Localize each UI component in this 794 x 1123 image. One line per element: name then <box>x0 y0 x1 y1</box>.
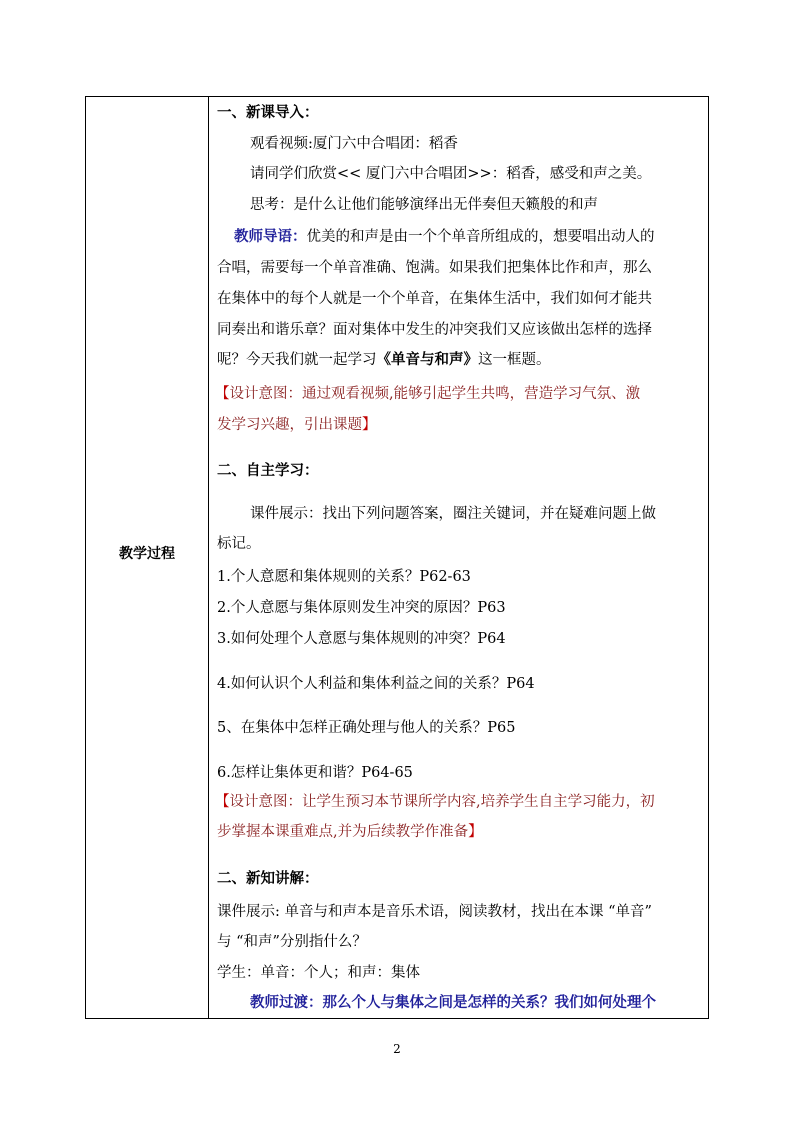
design-intent-2-close-bracket: 】 <box>468 824 483 840</box>
design-intent-2-text-1: 设计意图：让学生预习本节课所学内容,培养学生自主学习能力，初 <box>229 794 655 810</box>
teacher-guide-line-5 <box>217 350 551 370</box>
teacher-guide-line-4: 同奏出和谐乐章？面对集体中发生的冲突我们又应该做出怎样的选择 <box>217 322 652 338</box>
section2-show-line-1: 课件展示：找出下列问题答案，圈注关键词，并在疑难问题上做 <box>250 506 656 522</box>
question-6: 6.怎样让集体更和谐？P64-65 <box>217 765 413 781</box>
teacher-guide-text-5c: 这一框题。 <box>478 352 551 368</box>
section1-heading: 一、新课导入： <box>217 104 319 121</box>
design-intent-1-text-2: 发学习兴趣，引出课题 <box>217 417 362 433</box>
column-divider <box>208 97 209 1018</box>
design-intent-1-open-bracket: 【 <box>215 386 230 402</box>
question-5: 5、在集体中怎样正确处理与他人的关系？P65 <box>217 720 516 736</box>
lesson-table <box>85 96 709 1019</box>
design-intent-2-open-bracket: 【 <box>215 794 230 810</box>
section3-show-line-2: 与 “和声”分别指什么？ <box>217 934 367 950</box>
question-3: 3.如何处理个人意愿与集体规则的冲突？P64 <box>217 631 506 647</box>
question-2: 2.个人意愿与集体原则发生冲突的原因？P63 <box>217 600 506 616</box>
design-intent-1-line-2 <box>217 415 377 435</box>
section2-show-line-2: 标记。 <box>217 536 261 552</box>
teacher-guide-line-3: 在集体中的每个人就是一个个单音，在集体生活中，我们如何才能共 <box>217 291 652 307</box>
section3-heading: 二、新知讲解： <box>217 870 319 887</box>
design-intent-2-line-1 <box>215 792 655 812</box>
design-intent-1-text-1: 设计意图：通过观看视频,能够引起学生共鸣，营造学习气氛、激 <box>229 386 641 402</box>
design-intent-1-line-1 <box>215 384 640 404</box>
design-intent-2-text-2: 步掌握本课重难点,并为后续教学作准备 <box>217 824 469 840</box>
lesson-title: 《单音与和声》 <box>376 351 478 368</box>
page-number: 2 <box>393 1042 401 1056</box>
teacher-guide-text-5a: 呢？今天我们就一起学习 <box>217 352 377 368</box>
teacher-guide-line-1 <box>234 227 655 247</box>
section3-transition-line: 教师过渡：那么个人与集体之间是怎样的关系？我们如何处理个 <box>250 994 656 1011</box>
teacher-guide-text-1: 优美的和声是由一个个单音所组成的，想要唱出动人的 <box>306 229 655 245</box>
section1-video-line: 观看视频:厦门六中合唱团：稻香 <box>250 136 458 152</box>
section1-appreciate-line: 请同学们欣赏<< 厦门六中合唱团>>：稻香，感受和声之美。 <box>250 166 652 182</box>
teacher-guide-label: 教师导语： <box>234 228 307 245</box>
question-1: 1.个人意愿和集体规则的关系？P62-63 <box>217 569 471 585</box>
row-label-teaching-process: 教学过程 <box>119 546 175 562</box>
design-intent-2-line-2 <box>217 822 483 842</box>
teacher-guide-line-2: 合唱，需要每一个单音准确、饱满。如果我们把集体比作和声，那么 <box>217 260 652 276</box>
section3-student-line: 学生：单音：个人；和声：集体 <box>217 965 420 981</box>
design-intent-1-close-bracket: 】 <box>362 417 377 433</box>
question-4: 4.如何认识个人利益和集体利益之间的关系？P64 <box>217 676 535 692</box>
section3-show-line-1: 课件展示: 单音与和声本是音乐术语，阅读教材，找出在本课 “单音” <box>217 904 652 920</box>
section1-think-line: 思考：是什么让他们能够演绎出无伴奏但天籁般的和声 <box>250 197 598 213</box>
section2-heading: 二、自主学习： <box>217 462 319 479</box>
